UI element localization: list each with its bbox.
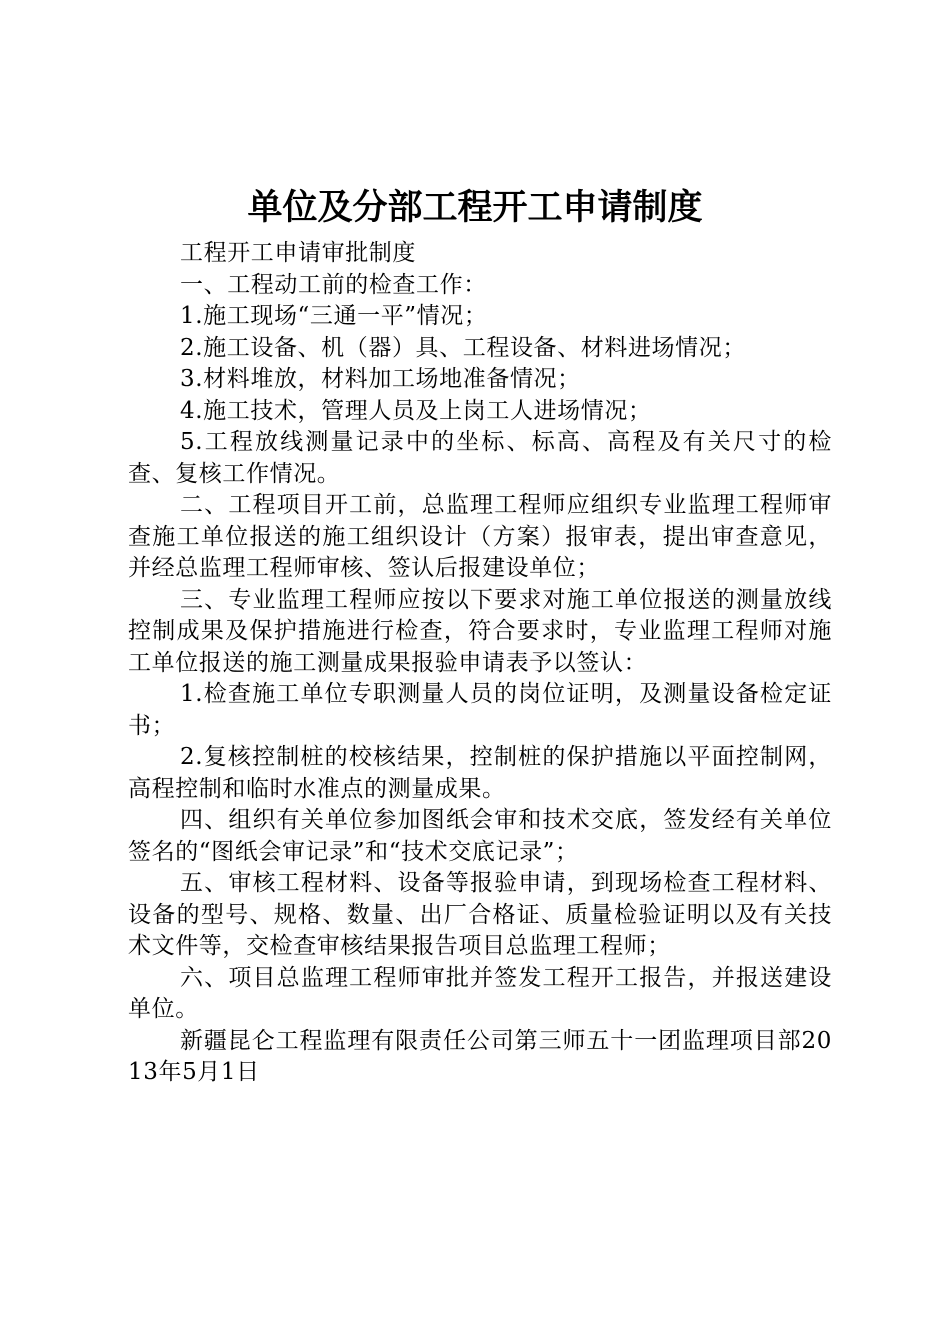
document-body — [128, 238, 832, 1089]
paragraph-signature: 新疆昆仑工程监理有限责任公司第三师五十一团监理项目部2013年5月1日 — [128, 1027, 832, 1085]
paragraph-item-1-4: 4.施工技术，管理人员及上岗工人进场情况； — [180, 397, 652, 424]
paragraph-item-3-2: 2.复核控制桩的校核结果，控制桩的保护措施以平面控制网，高程控制和临时水准点的测量成果。 — [128, 744, 832, 802]
paragraph-item-1-3: 3.材料堆放，材料加工场地准备情况； — [180, 366, 581, 392]
paragraph-item-1-5: 5.工程放线测量记录中的坐标、标高、高程及有关尺寸的检查、复核工作情况。 — [128, 429, 832, 487]
paragraph-section-2: 二、工程项目开工前，总监理工程师应组织专业监理工程师审查施工单位报送的施工组织设计（方案）报审表，提出审查意见，并经总监理工程师审核、签认后报建设单位； — [128, 492, 832, 581]
paragraph-section-4: 四、组织有关单位参加图纸会审和技术交底，签发经有关单位签名的“图纸会审记录”和“技术交底记录”； — [128, 807, 832, 865]
paragraph-section-5: 五、审核工程材料、设备等报验申请，到现场检查工程材料、设备的型号、规格、数量、出厂合格证、质量检验证明以及有关技术文件等，交检查审核结果报告项目总监理工程师； — [128, 870, 832, 959]
paragraph-item-3-1: 1.检查施工单位专职测量人员的岗位证明，及测量设备检定证书； — [128, 681, 832, 739]
paragraph-section-6: 六、项目总监理工程师审批并签发工程开工报告，并报送建设单位。 — [128, 964, 832, 1022]
paragraph-section-3: 三、专业监理工程师应按以下要求对施工单位报送的测量放线控制成果及保护措施进行检查，符合要求时，专业监理工程师对施工单位报送的施工测量成果报验申请表予以签认： — [128, 586, 832, 676]
paragraph-item-1-1: 1.施工现场“三通一平”情况； — [180, 303, 488, 329]
paragraph-section-1: 一、工程动工前的检查工作： — [180, 271, 487, 298]
paragraph-item-1-2: 2.施工设备、机（器）具、工程设备、材料进场情况； — [180, 334, 746, 361]
document-title: 单位及分部工程开工申请制度 — [247, 188, 703, 228]
paragraph-heading: 工程开工申请审批制度 — [180, 240, 416, 266]
